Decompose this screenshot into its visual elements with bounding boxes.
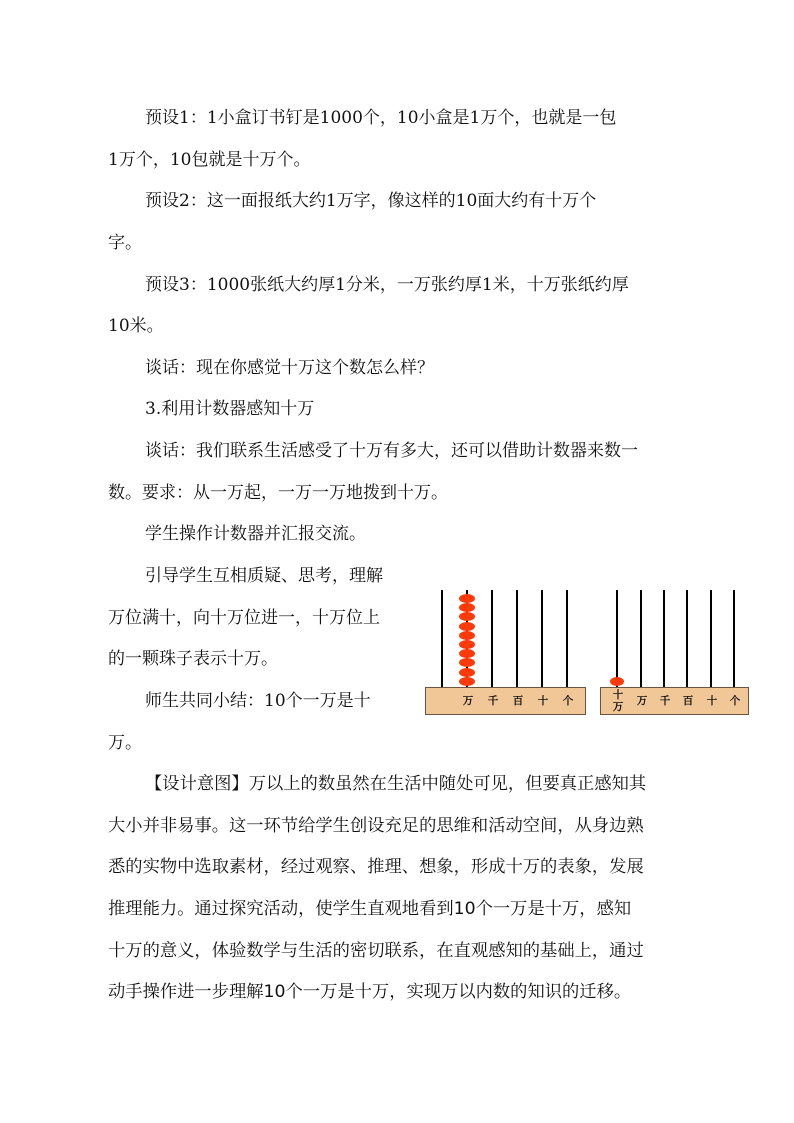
abacus-bead: [459, 631, 475, 640]
text-line-4: 字。: [108, 233, 142, 253]
text-line-15: 师生共同小结：10个一万是十: [145, 691, 371, 711]
text-line-10: 数。要求：从一万起，一万一万地拨到十万。: [108, 483, 448, 503]
abacus-bead: [459, 677, 475, 686]
design-line-6: 动手操作进一步理解10个一万是十万，实现万以内数的知识的迁移。: [108, 982, 632, 1002]
design-line-1: 【设计意图】万以上的数虽然在生活中随处可见，但要真正感知其: [145, 774, 647, 794]
abacus-label-wan: 万: [636, 695, 648, 707]
abacus-label-bai: 百: [682, 695, 694, 707]
abacus-label-shi: 十: [537, 695, 549, 707]
abacus-label-wan: 万: [462, 695, 474, 707]
abacus-bead: [459, 668, 475, 677]
text-line-9: 谈话：我们联系生活感受了十万有多大，还可以借助计数器来数一: [145, 441, 638, 461]
abacus-rod: [733, 590, 735, 687]
text-line-6: 10米。: [108, 316, 164, 336]
abacus-rod: [541, 590, 543, 687]
abacus-label-shiwan-bottom: 万: [612, 701, 624, 713]
text-line-2: 1万个，10包就是十万个。: [108, 150, 311, 170]
text-line-12: 引导学生互相质疑、思考，理解: [145, 566, 383, 586]
abacus-bead: [459, 640, 475, 649]
abacus-rod: [441, 590, 443, 687]
abacus-rod: [663, 590, 665, 687]
design-line-5: 十万的意义，体验数学与生活的密切联系，在直观感知的基础上，通过: [108, 941, 644, 961]
abacus-label-qian: 千: [487, 695, 499, 707]
abacus-label-ge: 个: [729, 695, 741, 707]
abacus-label-qian: 千: [659, 695, 671, 707]
abacus-bead: [459, 622, 475, 631]
design-line-3: 悉的实物中选取素材，经过观察、推理、想象，形成十万的表象，发展: [108, 857, 644, 877]
text-line-3: 预设2：这一面报纸大约1万字，像这样的10面大约有十万个: [145, 191, 597, 211]
text-line-1: 预设1：1小盒订书钉是1000个，10小盒是1万个，也就是一包: [145, 108, 617, 128]
text-line-7: 谈话：现在你感觉十万这个数怎么样？: [145, 358, 434, 378]
abacus-rod-shiwan: [616, 590, 618, 687]
abacus-rod: [491, 590, 493, 687]
abacus-bead: [459, 603, 475, 612]
text-line-14: 的一颗珠子表示十万。: [108, 649, 278, 669]
abacus-base: [600, 687, 749, 715]
abacus-bead: [610, 677, 624, 686]
abacus-rod: [566, 590, 568, 687]
abacus-rod: [686, 590, 688, 687]
section-heading: 3.利用计数器感知十万: [145, 399, 315, 419]
abacus-label-ge: 个: [562, 695, 574, 707]
design-line-4: 推理能力。通过探究活动，使学生直观地看到10个一万是十万，感知: [108, 899, 632, 919]
abacus-label-bai: 百: [512, 695, 524, 707]
abacus-label-shi: 十: [706, 695, 718, 707]
text-line-16: 万。: [108, 733, 142, 753]
text-line-11: 学生操作计数器并汇报交流。: [145, 524, 366, 544]
abacus-rod: [710, 590, 712, 687]
abacus-label-shiwan-top: 十: [612, 689, 624, 701]
abacus-rod-wan: [640, 590, 642, 687]
abacus-bead: [459, 594, 475, 603]
abacus-base: [425, 687, 586, 715]
text-line-13: 万位满十，向十万位进一，十万位上: [108, 608, 380, 628]
abacus-bead: [459, 612, 475, 621]
abacus-bead: [459, 658, 475, 667]
abacus-bead: [459, 649, 475, 658]
abacus-rod: [516, 590, 518, 687]
text-line-5: 预设3：1000张纸大约厚1分米，一万张约厚1米，十万张纸约厚: [145, 275, 629, 295]
design-line-2: 大小并非易事。这一环节给学生创设充足的思维和活动空间，从身边熟: [108, 816, 644, 836]
